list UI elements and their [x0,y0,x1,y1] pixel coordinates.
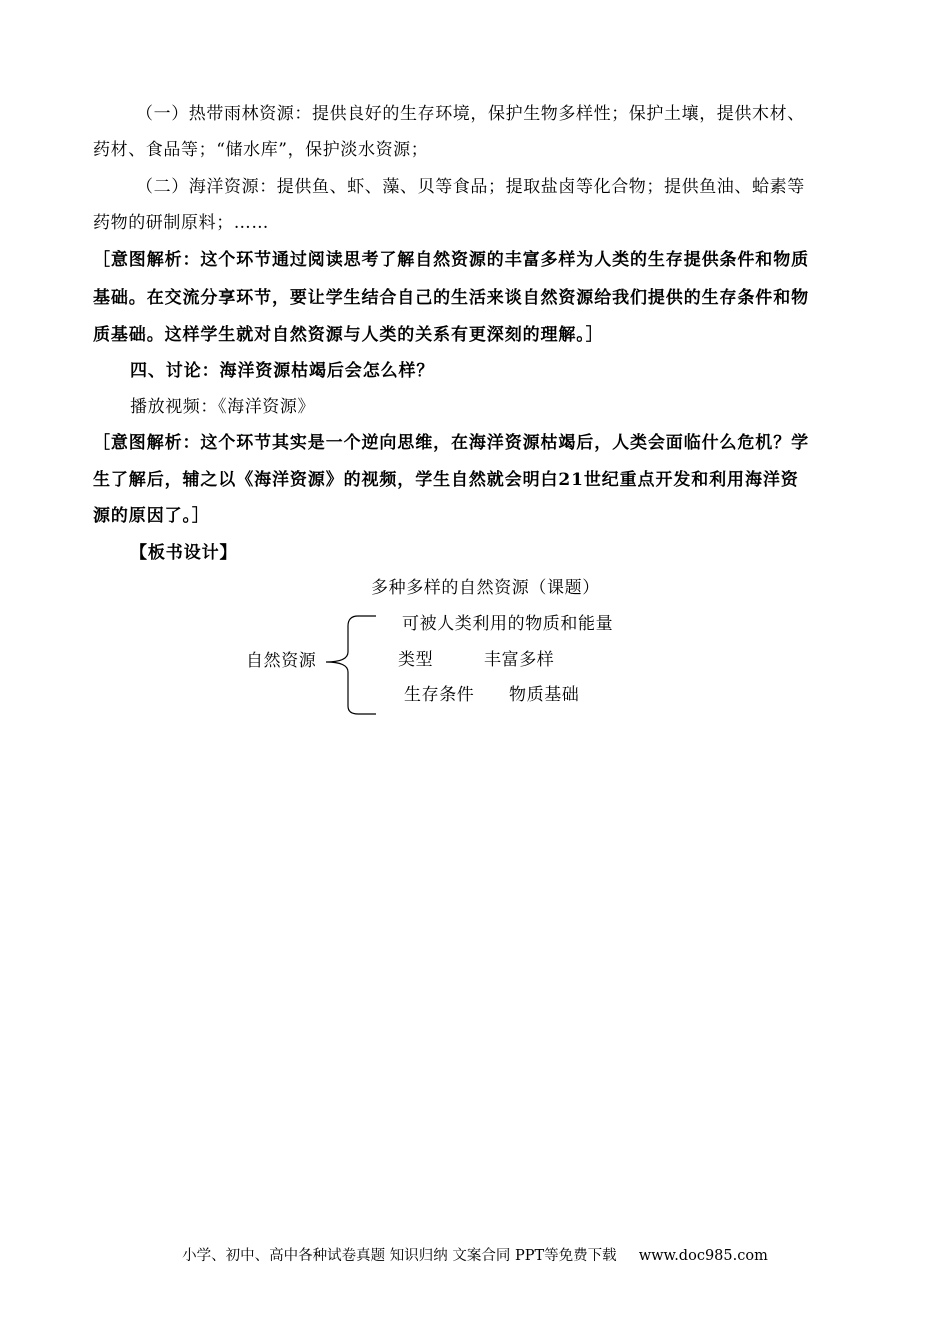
board-branch-3-value: 物质基础 [509,685,580,705]
intent-analysis-2-line1: ［意图解析：这个环节其实是一个逆向思维，在海洋资源枯竭后，人类会面临什么危机？学 [93,433,809,453]
board-branch-3-label: 生存条件 [404,685,475,705]
board-branch-2-label: 类型 [398,650,434,670]
intent-analysis-2-line3: 源的原因了。］ [93,506,210,526]
intent-analysis-1-line1: ［意图解析：这个环节通过阅读思考了解自然资源的丰富多样为人类的生存提供条件和物质 [93,250,809,270]
paragraph-rainforest-line2: 药材、食品等；“储水库”，保护淡水资源； [93,140,429,160]
section-heading-discussion: 四、讨论：海洋资源枯竭后会怎么样？ [130,361,435,381]
board-branch-2-value: 丰富多样 [484,650,555,670]
intent-analysis-1-line3: 质基础。这样学生就对自然资源与人类的关系有更深刻的理解。］ [93,325,604,345]
intent-analysis-2-line2: 生了解后，辅之以《海洋资源》的视频，学生自然就会明白21世纪重点开发和利用海洋资 [93,470,799,490]
paragraph-rainforest-line1: （一）热带雨林资源：提供良好的生存环境，保护生物多样性；保护土壤，提供木材、 [136,104,805,124]
intent-analysis-1-line2: 基础。在交流分享环节，要让学生结合自己的生活来谈自然资源给我们提供的生存条件和物 [93,288,809,308]
curly-brace-icon [318,614,378,716]
page-footer [0,1247,950,1265]
footer-url[interactable]: www.doc985.com [638,1248,768,1264]
footer-text: 小学、初中、高中各种试卷真题 知识归纳 文案合同 PPT等免费下载 [182,1248,617,1264]
board-branch-1: 可被人类利用的物质和能量 [402,614,614,634]
board-title: 多种多样的自然资源（课题） [371,578,600,598]
paragraph-ocean-line1: （二）海洋资源：提供鱼、虾、藻、贝等食品；提取盐卤等化合物；提供鱼油、蛤素等 [136,177,805,197]
board-root: 自然资源 [246,651,317,671]
board-design-heading: 【板书设计】 [130,543,238,563]
video-line: 播放视频：《海洋资源》 [130,397,316,417]
paragraph-ocean-line2: 药物的研制原料；…… [93,213,269,233]
